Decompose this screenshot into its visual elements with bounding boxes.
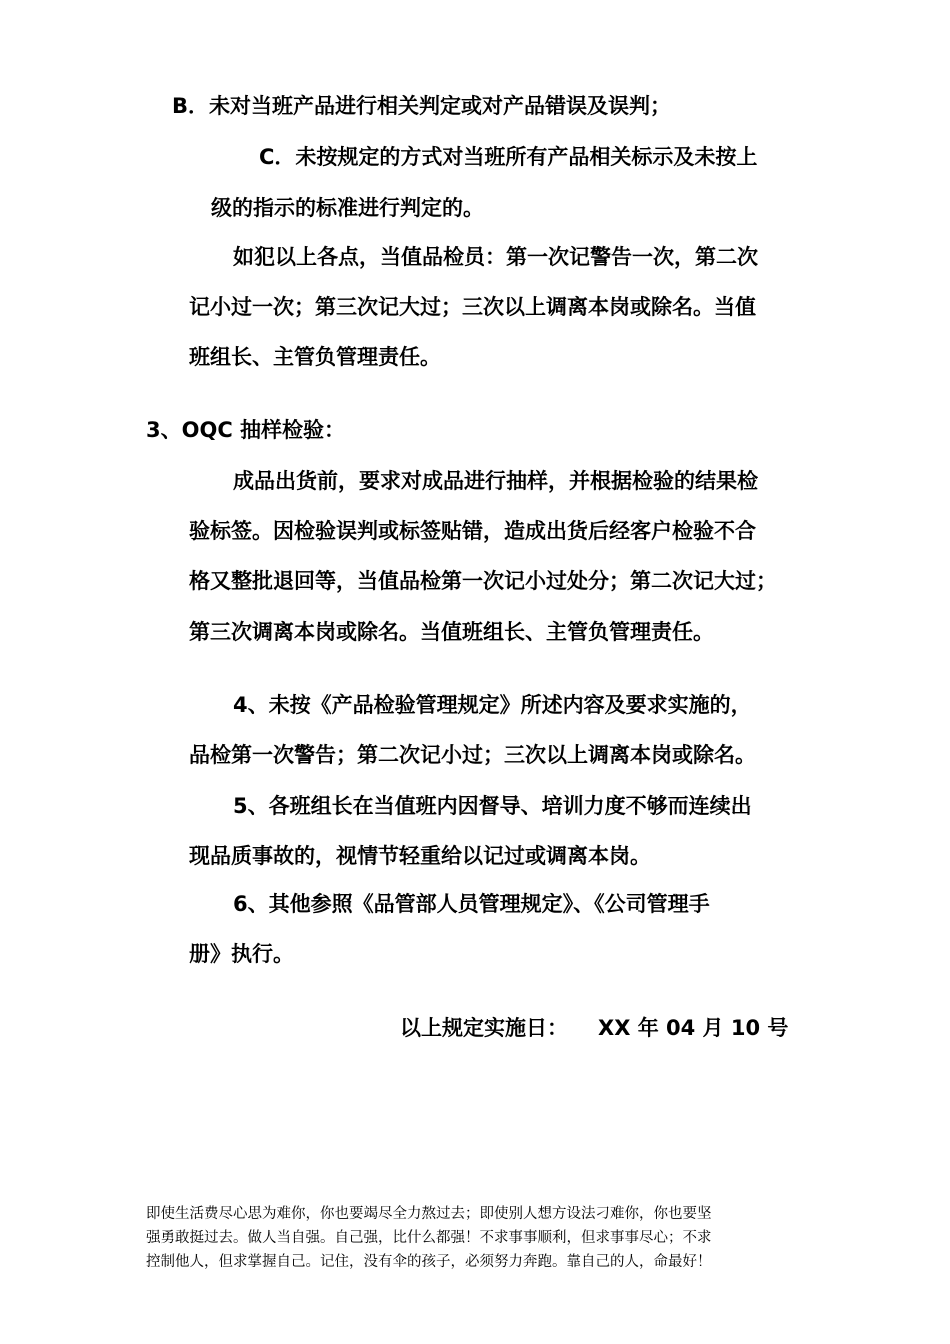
footer-line-1: 即使生活费尽心思为难你，你也要竭尽全力熬过去；即使别人想方设法刁难你，你也要坚: [146, 1206, 712, 1222]
footer-line-2: 强勇敢挺过去。做人当自强。自己强，比什么都强！不求事事顺利，但求事事尽心；不求: [146, 1230, 712, 1246]
effective-date-value: XX 年 04 月 10 号: [598, 1016, 789, 1040]
item-c-line-1: C．未按规定的方式对当班所有产品相关标示及未按上: [259, 145, 758, 169]
section-3-line-1: 成品出货前，要求对成品进行抽样，并根据检验的结果检: [233, 469, 758, 493]
section-3-line-3: 格又整批退回等，当值品检第一次记小过处分；第二次记大过；: [189, 569, 777, 593]
section-3-line-4: 第三次调离本岗或除名。当值班组长、主管负管理责任。: [189, 620, 714, 644]
section-3-heading: 3、OQC 抽样检验：: [146, 418, 346, 442]
footer-motto: [146, 1202, 816, 1274]
item-b: B．未对当班产品进行相关判定或对产品错误及误判；: [172, 94, 672, 118]
effective-date-label: 以上规定实施日：: [400, 1016, 568, 1040]
item-5-line-1: 5、各班组长在当值班内因督导、培训力度不够而连续出: [233, 794, 752, 818]
penalty-line-2: 记小过一次；第三次记大过；三次以上调离本岗或除名。当值: [189, 295, 756, 319]
item-6-line-2: 册》执行。: [189, 942, 294, 966]
penalty-line-3: 班组长、主管负管理责任。: [189, 345, 441, 369]
item-5-line-2: 现品质事故的，视情节轻重给以记过或调离本岗。: [189, 844, 651, 868]
item-4-line-2: 品检第一次警告；第二次记小过；三次以上调离本岗或除名。: [189, 743, 756, 767]
item-4-line-1: 4、未按《产品检验管理规定》所述内容及要求实施的，: [233, 693, 752, 717]
section-3-line-2: 验标签。因检验误判或标签贴错，造成出货后经客户检验不合: [189, 519, 756, 543]
footer-line-3: 控制他人，但求掌握自己。记住，没有伞的孩子，必须努力奔跑。靠自己的人，命最好！: [146, 1254, 712, 1270]
penalty-line-1: 如犯以上各点，当值品检员：第一次记警告一次，第二次: [233, 245, 758, 269]
item-6-line-1: 6、其他参照《品管部人员管理规定》、《公司管理手: [233, 892, 710, 916]
item-c-line-2: 级的指示的标准进行判定的。: [211, 196, 484, 220]
